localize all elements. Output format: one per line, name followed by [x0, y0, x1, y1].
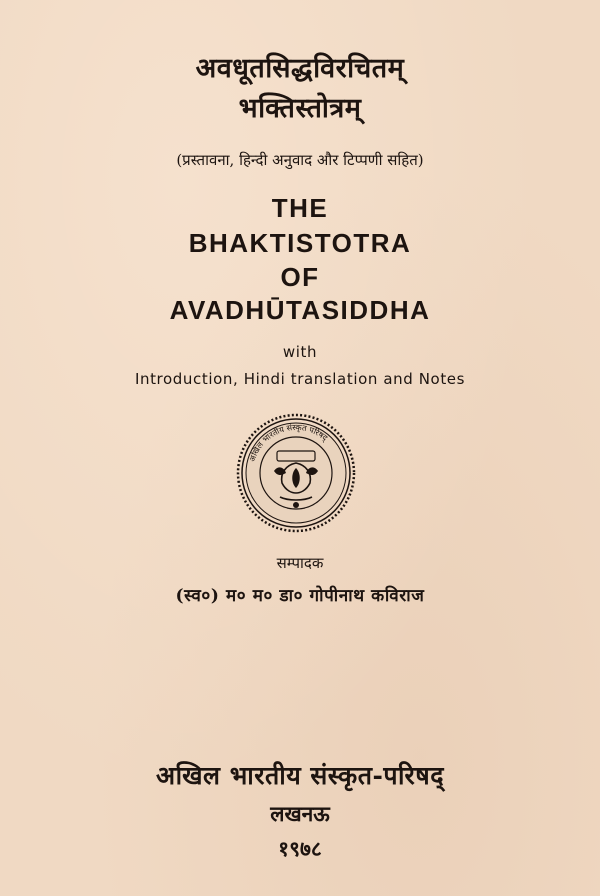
english-title-line-4: AVADHŪTASIDDHA: [169, 295, 431, 325]
english-title-line-1: THE: [271, 193, 329, 223]
publisher-name: अखिल भारतीय संस्कृत-परिषद्: [156, 761, 444, 790]
sanskrit-title-line-2: भक्तिस्तोत्रम्: [238, 93, 362, 124]
editor-name: (स्व०) म० म० डा० गोपीनाथ कविराज: [175, 586, 425, 606]
sanskrit-title-line-1: अवधूतसिद्धविरचितम्: [195, 53, 405, 84]
english-title-line-3: OF: [280, 262, 320, 292]
english-title-line-2: BHAKTISTOTRA: [188, 228, 412, 258]
publication-year: १९७८: [278, 836, 322, 861]
with-label: with: [282, 343, 318, 361]
contents-description: Introduction, Hindi translation and Notes: [134, 370, 466, 388]
seal-ring-text: अखिल भारतीय संस्कृत परिषद्: [247, 422, 330, 463]
society-seal-icon: [236, 413, 356, 533]
editor-label: सम्पादक: [276, 554, 324, 572]
hindi-subtitle: (प्रस्तावना, हिन्दी अनुवाद और टिप्पणी सहित): [176, 151, 424, 169]
publisher-city: लखनऊ: [270, 801, 330, 826]
